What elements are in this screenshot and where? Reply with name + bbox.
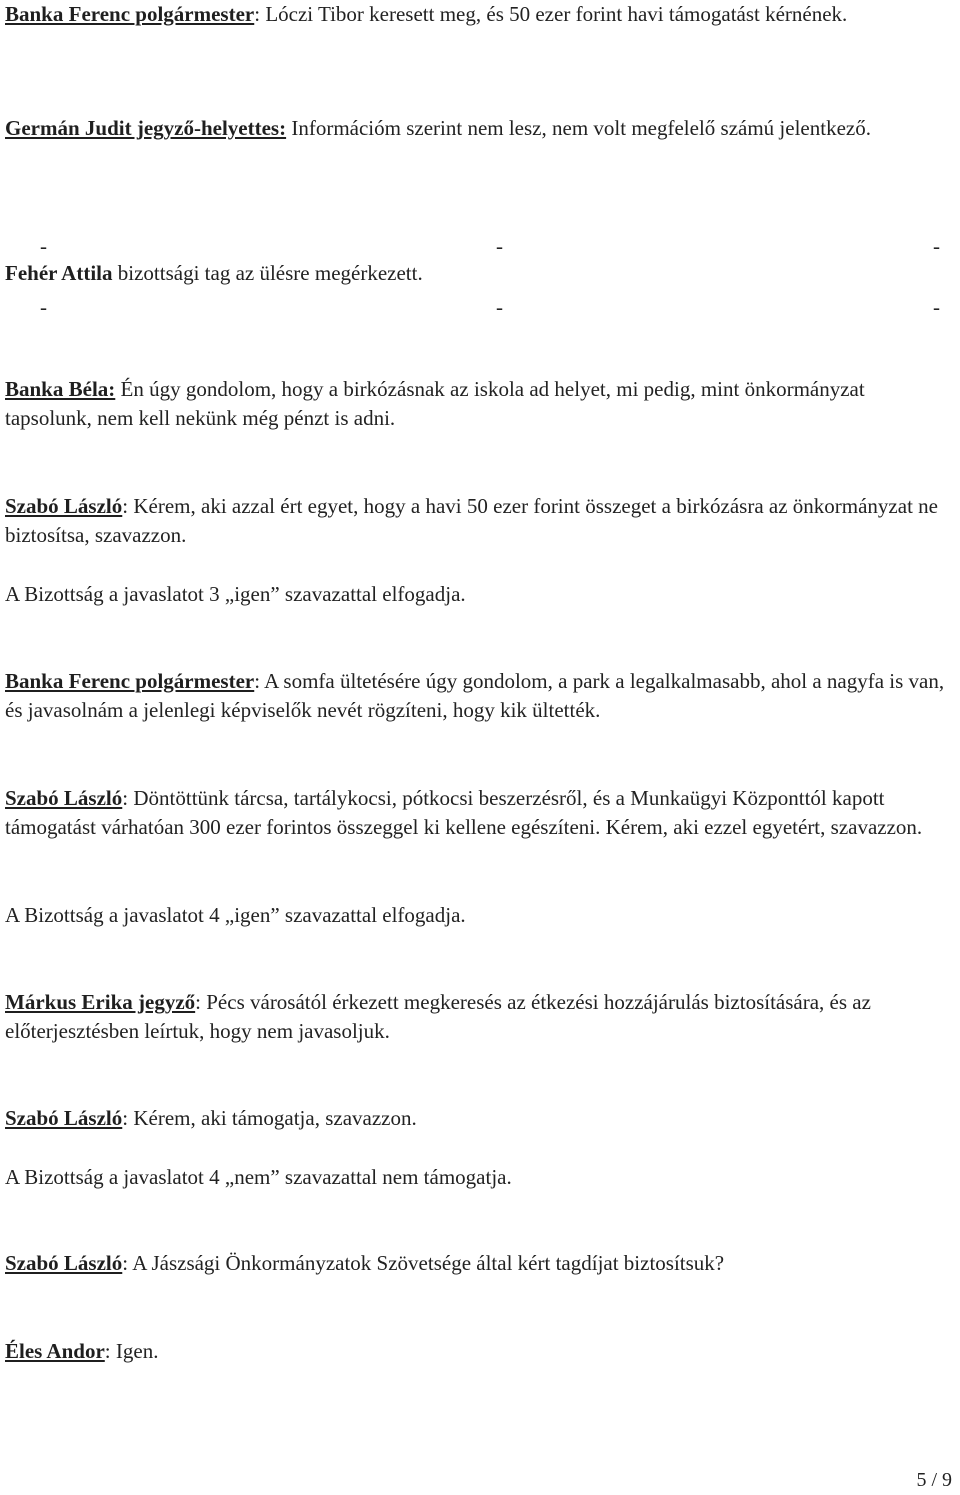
speaker-name: Szabó László — [5, 1251, 123, 1275]
dash: - — [40, 295, 47, 319]
paragraph-szabo-laszlo-3: Szabó László: Kérem, aki támogatja, szavazzon. — [5, 1106, 417, 1130]
vote-result-2: A Bizottság a javaslatot 4 „igen” szavazattal elfogadja. — [5, 903, 466, 927]
speaker-name: Éles Andor — [5, 1339, 105, 1363]
paragraph-banka-bela: Banka Béla: Én úgy gondolom, hogy a birkózásnak az iskola ad helyet, mi pedig, mint önkormányzat tapsolunk, nem kell nekünk még pénzt is adni. — [5, 377, 865, 430]
paragraph-markus-erika: Márkus Erika jegyző: Pécs városától érkezett megkeresés az étkezési hozzájárulás biztosítására, és az előterjesztésben leírtuk, hogy nem javasoljuk. — [5, 990, 871, 1043]
paragraph-banka-ferenc-2: Banka Ferenc polgármester: A somfa ültetésére úgy gondolom, a park a legalkalmasabb, ahol a nagyfa is van, és javasolnám a jelenlegi képviselők nevét rögzíteni, hogy kik ültették. — [5, 669, 945, 722]
dash: - — [933, 295, 940, 319]
dash: - — [40, 234, 47, 258]
speaker-name: Márkus Erika jegyző — [5, 990, 196, 1014]
dash: - — [496, 295, 503, 319]
speaker-name: Banka Ferenc polgármester — [5, 2, 255, 26]
separator-dashes-bottom — [40, 293, 940, 322]
speaker-name: Banka Béla: — [5, 377, 116, 401]
member-name: Fehér Attila — [5, 261, 113, 285]
speaker-name: Szabó László — [5, 786, 123, 810]
paragraph-eles-andor: Éles Andor: Igen. — [5, 1339, 159, 1363]
vote-result-3: A Bizottság a javaslatot 4 „nem” szavazattal nem támogatja. — [5, 1165, 512, 1189]
dash: - — [496, 234, 503, 258]
separator-dashes-top — [40, 232, 940, 261]
speaker-name: Szabó László — [5, 1106, 123, 1130]
paragraph-szabo-laszlo-4: Szabó László: A Jászsági Önkormányzatok Szövetsége által kért tagdíjat biztosítsuk? — [5, 1251, 725, 1275]
page-number: 5 / 9 — [916, 1469, 952, 1491]
dash: - — [933, 234, 940, 258]
paragraph-szabo-laszlo-2: Szabó László: Döntöttünk tárcsa, tartálykocsi, pótkocsi beszerzésről, és a Munkaügyi Központtól kapott támogatást várhatóan 300 ezer forintos összeggel ki kellene egészíteni. Kérem, aki ezzel egyetért, szavazzon. — [5, 786, 923, 839]
speaker-name: Germán Judit jegyző-helyettes: — [5, 116, 287, 140]
paragraph-szabo-laszlo-1: Szabó László: Kérem, aki azzal ért egyet, hogy a havi 50 ezer forint összeget a birkózásra az önkormányzat ne biztosítsa, szavazzon. — [5, 494, 938, 547]
paragraph-banka-ferenc-1: Banka Ferenc polgármester: Lóczi Tibor keresett meg, és 50 ezer forint havi támogatást kérnének. — [5, 2, 848, 26]
vote-result-1: A Bizottság a javaslatot 3 „igen” szavazattal elfogadja. — [5, 582, 466, 606]
speaker-name: Szabó László — [5, 494, 123, 518]
paragraph-german-judit: Germán Judit jegyző-helyettes: Információm szerint nem lesz, nem volt megfelelő számú jelentkező. — [5, 116, 871, 140]
paragraph-feher-attila: Fehér Attila bizottsági tag az ülésre megérkezett. — [5, 261, 423, 285]
speaker-name: Banka Ferenc polgármester — [5, 669, 255, 693]
